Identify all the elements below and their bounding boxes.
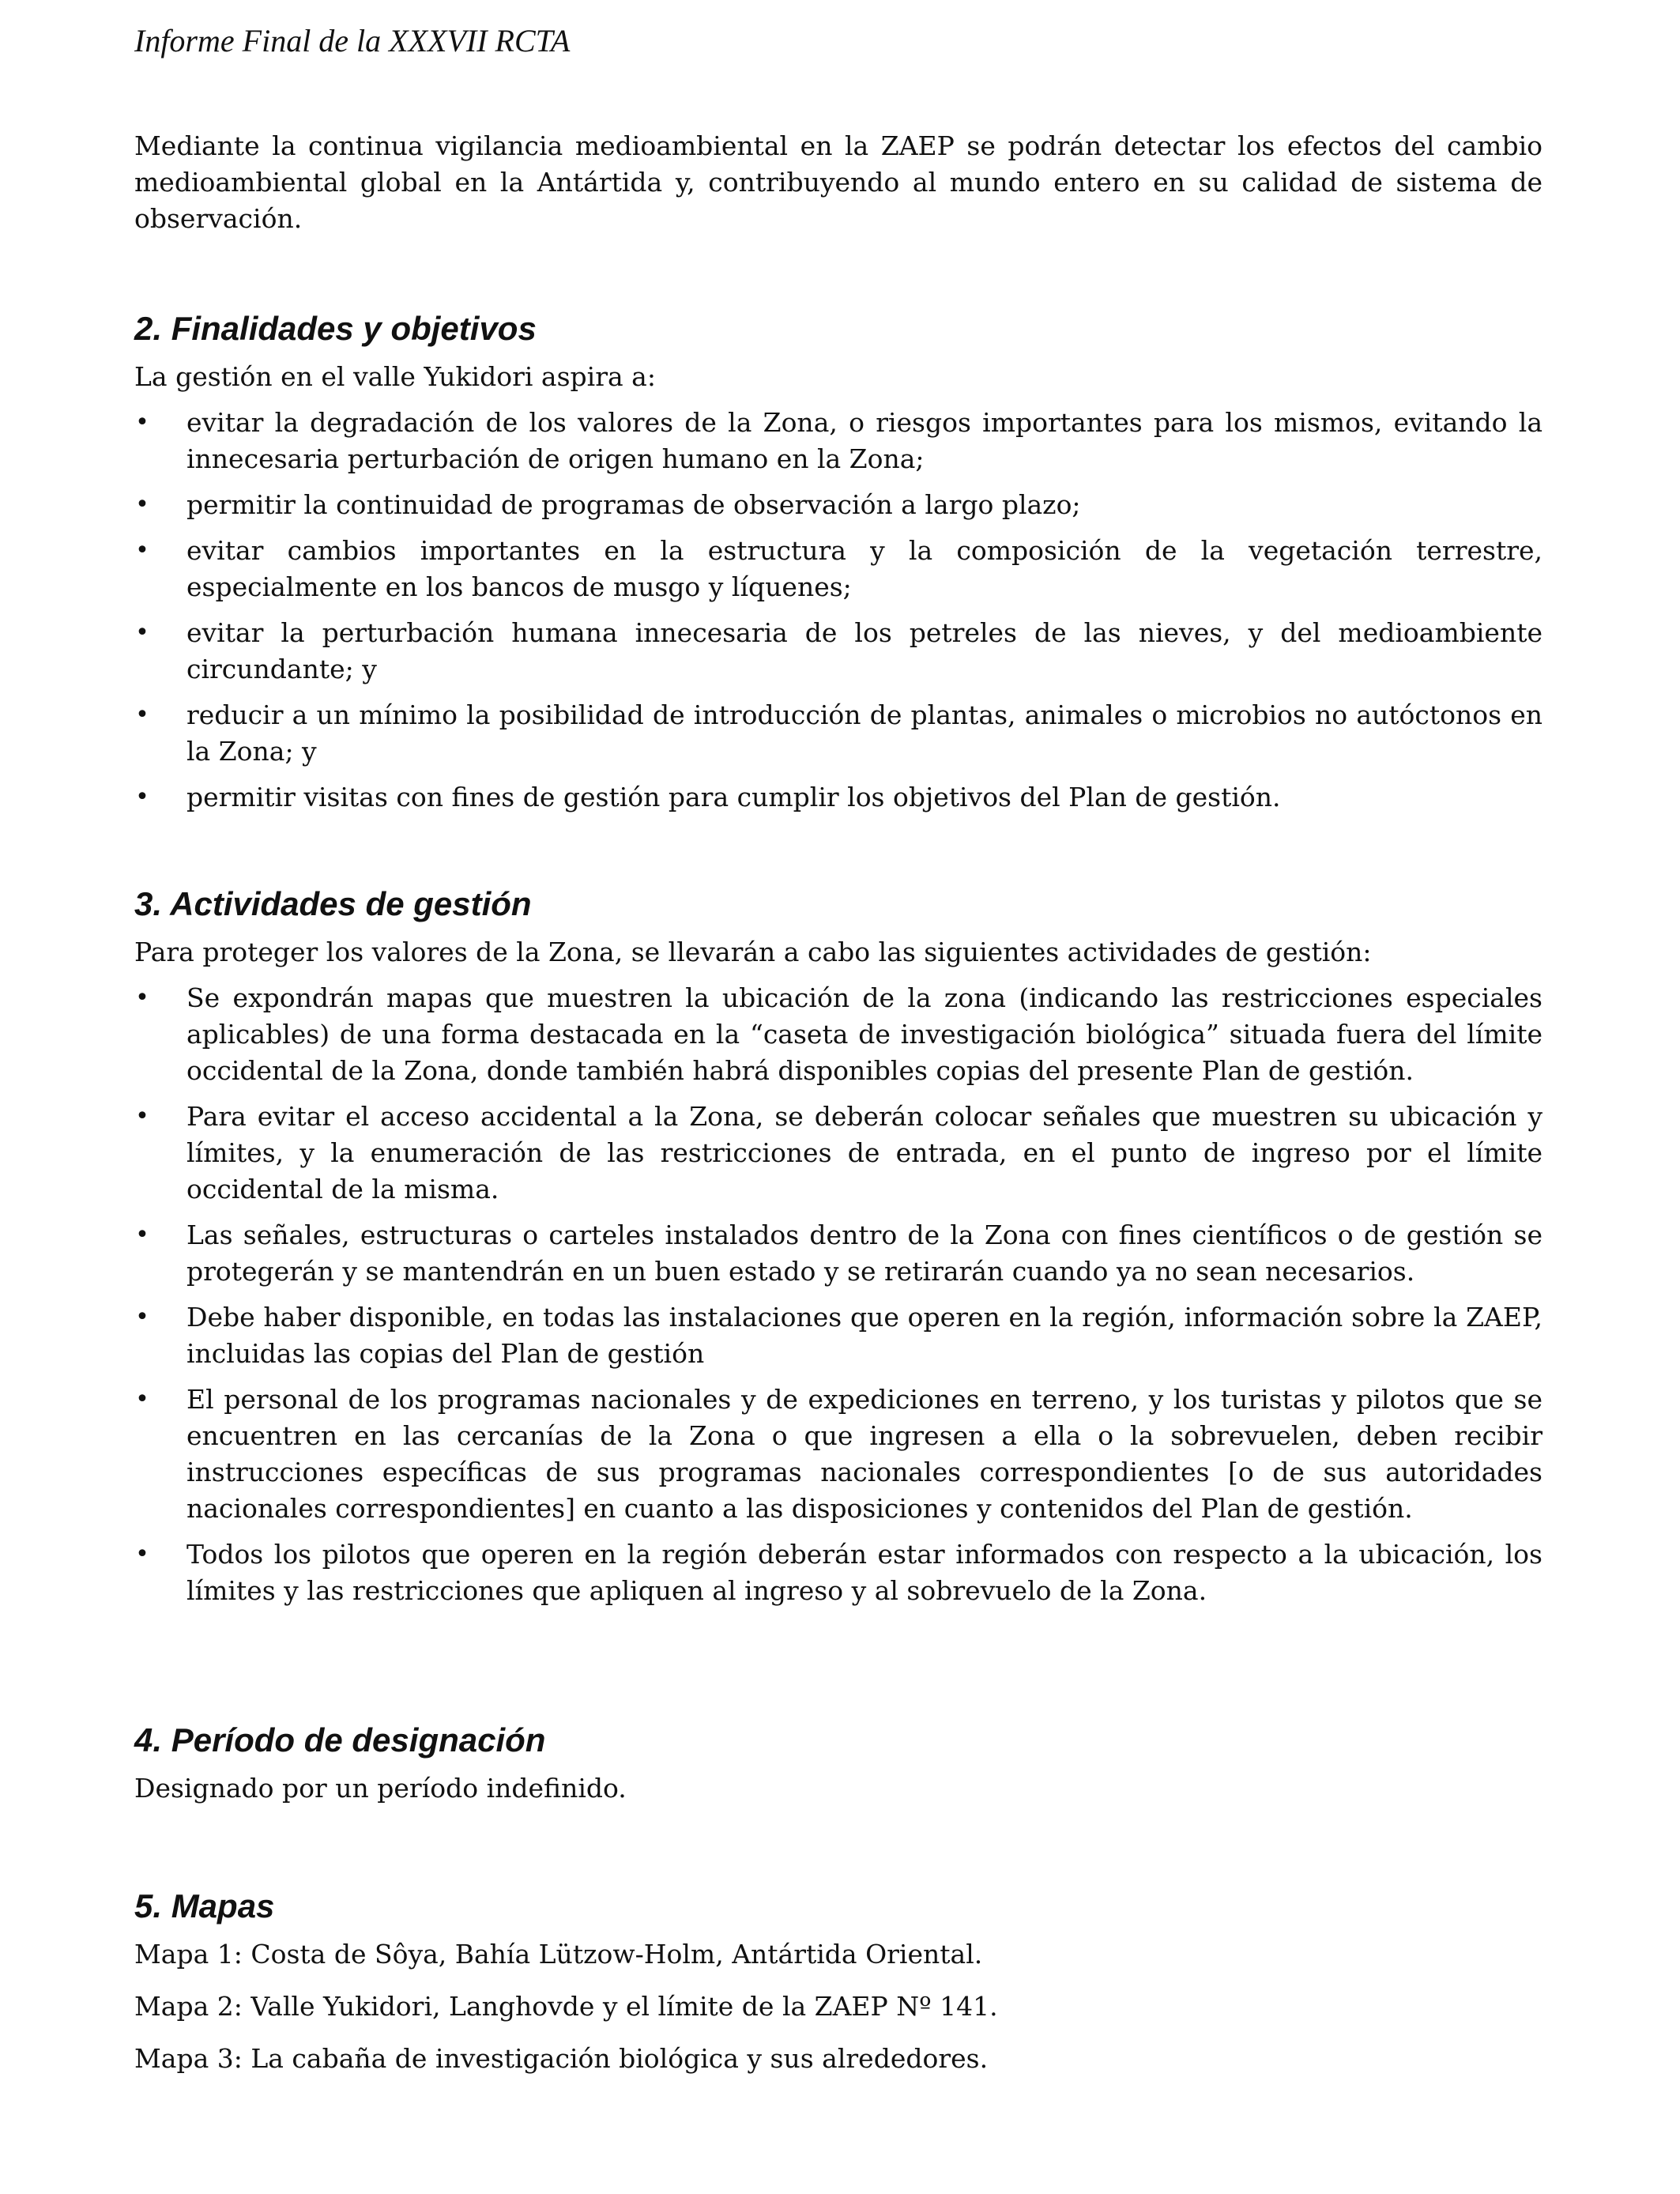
bullet-icon: • — [135, 491, 149, 518]
section-maps — [134, 1886, 1543, 2077]
list-item — [134, 1099, 1543, 1208]
list-item — [134, 779, 1543, 816]
list-item-text: permitir visitas con fines de gestión para cumplir los objetivos del Plan de gestión. — [186, 782, 1281, 812]
list-item — [134, 1382, 1543, 1527]
section-lead: La gestión en el valle Yukidori aspira a: — [134, 361, 656, 392]
list-item — [134, 533, 1543, 605]
map-entry: Mapa 2: Valle Yukidori, Langhovde y el límite de la ZAEP Nº 141. — [134, 1991, 998, 2022]
bullet-icon: • — [135, 409, 149, 436]
map-entry: Mapa 3: La cabaña de investigación biológica y sus alrededores. — [134, 2043, 989, 2074]
bullet-icon: • — [135, 1303, 149, 1331]
list-item-text: Todos los pilotos que operen en la región deberán estar informados con respecto a la ubicación, los límites y las restricciones que apliquen al ingreso y al sobrevuelo de la Zona. — [186, 1539, 1543, 1606]
list-item — [134, 980, 1543, 1089]
section-heading: 3. Actividades de gestión — [134, 885, 532, 922]
map-entry: Mapa 1: Costa de Sôya, Bahía Lützow-Holm, Antártida Oriental. — [134, 1939, 983, 1970]
list-item-text: Para evitar el acceso accidental a la Zona, se deberán colocar señales que muestren su ubicación y límites, y la enumeración de las restricciones de entrada, en el punto de ingreso por el límite occidental de la misma. — [186, 1101, 1543, 1204]
section-designation-period — [134, 1720, 1543, 1807]
bullet-icon: • — [135, 619, 149, 647]
list-item — [134, 1217, 1543, 1290]
bullet-icon: • — [135, 701, 149, 729]
bullet-list — [134, 405, 1543, 816]
bullet-icon: • — [135, 1385, 149, 1413]
section-lead: Para proteger los valores de la Zona, se llevarán a cabo las siguientes actividades de gestión: — [134, 937, 1372, 967]
bullet-icon: • — [135, 1540, 149, 1568]
list-item-text: Debe haber disponible, en todas las instalaciones que operen en la región, información sobre la ZAEP, incluidas las copias del Plan de gestión — [186, 1302, 1543, 1369]
list-item — [134, 1299, 1543, 1372]
list-item-text: Las señales, estructuras o carteles instalados dentro de la Zona con fines científicos o de gestión se protegerán y se mantendrán en un buen estado y se retirarán cuando ya no sean necesarios. — [186, 1220, 1543, 1287]
section-objectives — [134, 308, 1543, 816]
list-item-text: evitar la degradación de los valores de la Zona, o riesgos importantes para los mismos, evitando la innecesaria perturbación de origen humano en la Zona; — [186, 407, 1543, 474]
list-item-text: evitar la perturbación humana innecesaria de los petreles de las nieves, y del medioambiente circundante; y — [186, 617, 1543, 684]
list-item — [134, 615, 1543, 688]
list-item-text: permitir la continuidad de programas de observación a largo plazo; — [186, 489, 1081, 520]
bullet-icon: • — [135, 537, 149, 564]
section-heading: 5. Mapas — [134, 1887, 275, 1924]
intro-paragraph: Mediante la continua vigilancia medioambiental en la ZAEP se podrán detectar los efectos del cambio medioambiental global en la Antártida y, contribuyendo al mundo entero en su calidad de sistema de observación. — [134, 130, 1543, 234]
running-header: Informe Final de la XXXVII RCTA — [134, 23, 571, 58]
section-text: Designado por un período indefinido. — [134, 1773, 627, 1804]
list-item-text: evitar cambios importantes en la estructura y la composición de la vegetación terrestre, especialmente en los bancos de musgo y líquenes; — [186, 535, 1543, 602]
list-item — [134, 405, 1543, 477]
section-heading: 4. Período de designación — [134, 1721, 546, 1759]
bullet-icon: • — [135, 1103, 149, 1130]
list-item-text: Se expondrán mapas que muestren la ubicación de la zona (indicando las restricciones especiales aplicables) de una forma destacada en la “caseta de investigación biológica” situada fuera del límite occidental de la Zona, donde también habrá disponibles copias del presente Plan de gestión. — [186, 982, 1543, 1086]
section-management-activities — [134, 884, 1543, 1609]
list-item — [134, 1536, 1543, 1609]
bullet-icon: • — [135, 783, 149, 811]
list-item-text: El personal de los programas nacionales y de expediciones en terreno, y los turistas y pilotos que se encuentren en las cercanías de la Zona o que ingresen a ella o la sobrevuelen, deben recibir instrucciones específicas de sus programas nacionales correspondientes [o de sus autoridades nacionales correspondientes] en cuanto a las disposiciones y contenidos del Plan de gestión. — [186, 1384, 1543, 1524]
bullet-icon: • — [135, 984, 149, 1012]
section-heading: 2. Finalidades y objetivos — [134, 310, 537, 347]
bullet-list — [134, 980, 1543, 1609]
bullet-icon: • — [135, 1221, 149, 1249]
list-item — [134, 487, 1543, 523]
list-item-text: reducir a un mínimo la posibilidad de introducción de plantas, animales o microbios no autóctonos en la Zona; y — [186, 699, 1543, 767]
list-item — [134, 697, 1543, 770]
document-content — [134, 128, 1543, 2093]
